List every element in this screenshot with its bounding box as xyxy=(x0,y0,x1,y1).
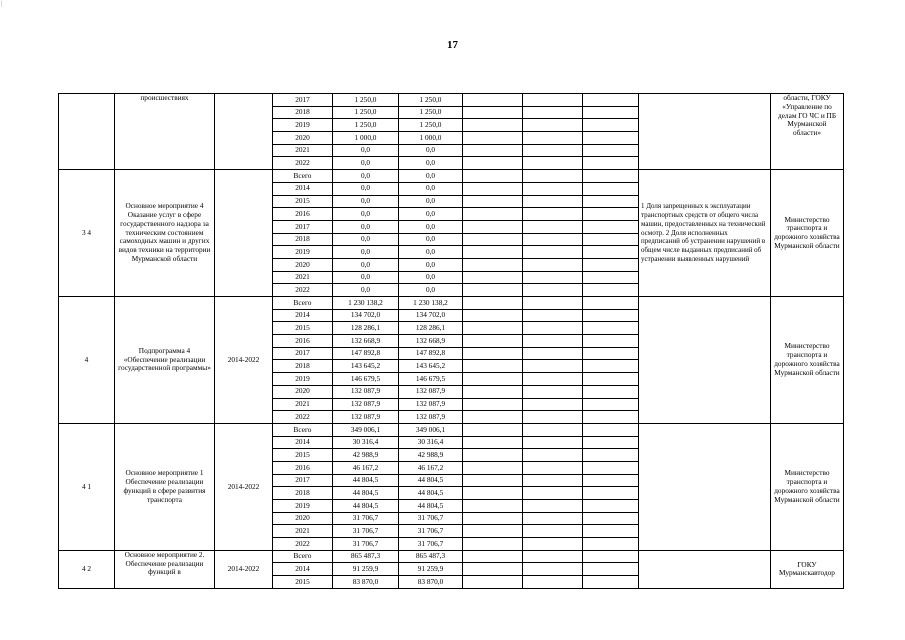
empty-source-cell xyxy=(463,373,523,386)
year-cell: 2019 xyxy=(273,246,333,259)
total-amount-cell: 44 804,5 xyxy=(333,487,399,500)
budget-amount-cell: 143 645,2 xyxy=(399,360,463,373)
row-name-cell: Основное мероприятие 4 Оказание услуг в сфере государственного надзора за техническим состоянием самоходных машин и других видов техники на территории Мурманской области xyxy=(115,170,215,297)
year-cell: 2022 xyxy=(273,538,333,551)
empty-source-cell xyxy=(463,170,523,183)
year-cell: 2020 xyxy=(273,385,333,398)
budget-table xyxy=(58,93,844,589)
empty-source-cell xyxy=(463,94,523,107)
row-number-cell: 4 xyxy=(59,297,115,424)
empty-source-cell xyxy=(583,106,639,119)
empty-source-cell xyxy=(583,474,639,487)
empty-source-cell xyxy=(523,170,583,183)
empty-source-cell xyxy=(523,94,583,107)
year-cell: 2018 xyxy=(273,487,333,500)
empty-source-cell xyxy=(463,144,523,157)
total-amount-cell: 1 250,0 xyxy=(333,106,399,119)
year-cell: 2017 xyxy=(273,347,333,360)
empty-source-cell xyxy=(463,208,523,221)
budget-amount-cell: 132 087,9 xyxy=(399,398,463,411)
empty-source-cell xyxy=(463,297,523,310)
total-amount-cell: 146 679,5 xyxy=(333,373,399,386)
empty-source-cell xyxy=(583,195,639,208)
total-amount-cell: 83 870,0 xyxy=(333,576,399,589)
total-amount-cell: 91 259,9 xyxy=(333,563,399,576)
empty-source-cell xyxy=(583,182,639,195)
empty-source-cell xyxy=(583,258,639,271)
total-amount-cell: 1 000,0 xyxy=(333,132,399,145)
table-row xyxy=(59,170,844,183)
indicators-cell: 1 Доля запрещенных к эксплуатации транспортных средств от общего числа машин, предоставленных на технический осмотр. 2 Доля исполненных предписаний об устранении нарушений в общем числе выданных предписаний об устранении выявленных нарушений xyxy=(639,170,771,297)
empty-source-cell xyxy=(463,246,523,259)
empty-source-cell xyxy=(583,119,639,132)
executor-cell: ГОКУ Мурманскавтодор xyxy=(771,550,844,588)
budget-amount-cell: 0,0 xyxy=(399,208,463,221)
budget-amount-cell: 128 286,1 xyxy=(399,322,463,335)
empty-source-cell xyxy=(463,271,523,284)
year-cell: 2014 xyxy=(273,563,333,576)
row-number-cell: 4 2 xyxy=(59,550,115,588)
year-cell: 2019 xyxy=(273,119,333,132)
year-cell: 2015 xyxy=(273,322,333,335)
year-cell: 2019 xyxy=(273,373,333,386)
year-cell: 2021 xyxy=(273,525,333,538)
total-amount-cell: 1 230 138,2 xyxy=(333,297,399,310)
executor-cell: Министерство транспорта и дорожного хозяйства Мурманской области xyxy=(771,423,844,550)
empty-source-cell xyxy=(523,373,583,386)
indicators-cell xyxy=(639,423,771,550)
budget-amount-cell: 0,0 xyxy=(399,233,463,246)
empty-source-cell xyxy=(583,500,639,513)
total-amount-cell: 132 668,9 xyxy=(333,335,399,348)
budget-amount-cell: 865 487,3 xyxy=(399,550,463,563)
budget-amount-cell: 0,0 xyxy=(399,195,463,208)
empty-source-cell xyxy=(523,436,583,449)
empty-source-cell xyxy=(523,132,583,145)
budget-amount-cell: 44 804,5 xyxy=(399,500,463,513)
indicators-cell xyxy=(639,550,771,588)
budget-amount-cell: 44 804,5 xyxy=(399,487,463,500)
total-amount-cell: 865 487,3 xyxy=(333,550,399,563)
empty-source-cell xyxy=(463,538,523,551)
budget-amount-cell: 30 316,4 xyxy=(399,436,463,449)
empty-source-cell xyxy=(463,474,523,487)
budget-amount-cell: 0,0 xyxy=(399,271,463,284)
empty-source-cell xyxy=(463,461,523,474)
empty-source-cell xyxy=(583,538,639,551)
table-row xyxy=(59,550,844,563)
year-cell: 2018 xyxy=(273,106,333,119)
total-amount-cell: 0,0 xyxy=(333,182,399,195)
empty-source-cell xyxy=(523,538,583,551)
empty-source-cell xyxy=(583,360,639,373)
total-amount-cell: 0,0 xyxy=(333,208,399,221)
empty-source-cell xyxy=(463,335,523,348)
budget-amount-cell: 0,0 xyxy=(399,170,463,183)
year-cell: 2014 xyxy=(273,309,333,322)
year-cell: 2021 xyxy=(273,271,333,284)
total-amount-cell: 0,0 xyxy=(333,170,399,183)
row-period-cell xyxy=(215,170,273,297)
empty-source-cell xyxy=(463,309,523,322)
year-cell: 2020 xyxy=(273,258,333,271)
year-cell: 2016 xyxy=(273,208,333,221)
total-amount-cell: 0,0 xyxy=(333,246,399,259)
year-cell: 2017 xyxy=(273,220,333,233)
budget-amount-cell: 1 250,0 xyxy=(399,119,463,132)
total-amount-cell: 0,0 xyxy=(333,258,399,271)
empty-source-cell xyxy=(463,398,523,411)
budget-amount-cell: 31 706,7 xyxy=(399,538,463,551)
year-cell: Всего xyxy=(273,423,333,436)
row-period-cell: 2014-2022 xyxy=(215,423,273,550)
indicators-cell xyxy=(639,94,771,170)
year-cell: 2021 xyxy=(273,398,333,411)
total-amount-cell: 1 250,0 xyxy=(333,94,399,107)
year-cell: 2017 xyxy=(273,474,333,487)
empty-source-cell xyxy=(523,550,583,563)
empty-source-cell xyxy=(463,449,523,462)
year-cell: 2019 xyxy=(273,500,333,513)
empty-source-cell xyxy=(523,322,583,335)
budget-amount-cell: 1 250,0 xyxy=(399,94,463,107)
empty-source-cell xyxy=(463,347,523,360)
empty-source-cell xyxy=(523,309,583,322)
table-body xyxy=(59,94,844,589)
empty-source-cell xyxy=(583,550,639,563)
empty-source-cell xyxy=(523,335,583,348)
year-cell: Всего xyxy=(273,550,333,563)
budget-amount-cell: 31 706,7 xyxy=(399,525,463,538)
total-amount-cell: 132 087,9 xyxy=(333,411,399,424)
total-amount-cell: 147 892,8 xyxy=(333,347,399,360)
empty-source-cell xyxy=(463,411,523,424)
total-amount-cell: 44 804,5 xyxy=(333,474,399,487)
year-cell: 2016 xyxy=(273,461,333,474)
empty-source-cell xyxy=(523,525,583,538)
row-number-cell xyxy=(59,94,115,170)
empty-source-cell xyxy=(583,335,639,348)
budget-amount-cell: 42 988,9 xyxy=(399,449,463,462)
budget-amount-cell: 0,0 xyxy=(399,220,463,233)
empty-source-cell xyxy=(523,487,583,500)
budget-amount-cell: 44 804,5 xyxy=(399,474,463,487)
total-amount-cell: 0,0 xyxy=(333,144,399,157)
total-amount-cell: 0,0 xyxy=(333,157,399,170)
empty-source-cell xyxy=(523,144,583,157)
scan-margin-mark: | xyxy=(1,1,3,7)
empty-source-cell xyxy=(523,500,583,513)
year-cell: 2021 xyxy=(273,144,333,157)
budget-amount-cell: 147 892,8 xyxy=(399,347,463,360)
row-period-cell xyxy=(215,94,273,170)
total-amount-cell: 42 988,9 xyxy=(333,449,399,462)
empty-source-cell xyxy=(583,144,639,157)
total-amount-cell: 1 250,0 xyxy=(333,119,399,132)
year-cell: 2022 xyxy=(273,157,333,170)
year-cell: 2014 xyxy=(273,182,333,195)
empty-source-cell xyxy=(463,550,523,563)
budget-amount-cell: 46 167,2 xyxy=(399,461,463,474)
empty-source-cell xyxy=(583,385,639,398)
budget-amount-cell: 0,0 xyxy=(399,284,463,297)
year-cell: 2018 xyxy=(273,360,333,373)
budget-amount-cell: 0,0 xyxy=(399,157,463,170)
row-period-cell: 2014-2022 xyxy=(215,550,273,588)
year-cell: 2014 xyxy=(273,436,333,449)
row-name-cell: Подпрограмма 4 «Обеспечение реализации государственной программы» xyxy=(115,297,215,424)
row-period-cell: 2014-2022 xyxy=(215,297,273,424)
empty-source-cell xyxy=(463,157,523,170)
budget-amount-cell: 1 250,0 xyxy=(399,106,463,119)
empty-source-cell xyxy=(523,360,583,373)
empty-source-cell xyxy=(583,461,639,474)
budget-amount-cell: 1 230 138,2 xyxy=(399,297,463,310)
executor-cell: Министерство транспорта и дорожного хозяйства Мурманской области xyxy=(771,297,844,424)
empty-source-cell xyxy=(583,271,639,284)
row-name-cell: Основное мероприятие 2. Обеспечение реализации функций в xyxy=(115,550,215,588)
empty-source-cell xyxy=(583,487,639,500)
empty-source-cell xyxy=(463,525,523,538)
empty-source-cell xyxy=(583,157,639,170)
empty-source-cell xyxy=(463,563,523,576)
empty-source-cell xyxy=(463,500,523,513)
table-row xyxy=(59,94,844,107)
empty-source-cell xyxy=(583,563,639,576)
empty-source-cell xyxy=(523,347,583,360)
empty-source-cell xyxy=(583,512,639,525)
empty-source-cell xyxy=(583,347,639,360)
year-cell: 2022 xyxy=(273,284,333,297)
empty-source-cell xyxy=(463,576,523,589)
row-name-cell: Основное мероприятие 1 Обеспечение реализации функций в сфере развития транспорта xyxy=(115,423,215,550)
budget-amount-cell: 1 000,0 xyxy=(399,132,463,145)
empty-source-cell xyxy=(583,132,639,145)
empty-source-cell xyxy=(523,411,583,424)
empty-source-cell xyxy=(583,423,639,436)
year-cell: 2018 xyxy=(273,233,333,246)
empty-source-cell xyxy=(523,449,583,462)
total-amount-cell: 0,0 xyxy=(333,284,399,297)
year-cell: 2015 xyxy=(273,576,333,589)
empty-source-cell xyxy=(523,208,583,221)
total-amount-cell: 46 167,2 xyxy=(333,461,399,474)
empty-source-cell xyxy=(583,322,639,335)
empty-source-cell xyxy=(523,271,583,284)
total-amount-cell: 44 804,5 xyxy=(333,500,399,513)
budget-amount-cell: 0,0 xyxy=(399,144,463,157)
empty-source-cell xyxy=(583,525,639,538)
empty-source-cell xyxy=(463,284,523,297)
empty-source-cell xyxy=(463,487,523,500)
empty-source-cell xyxy=(463,182,523,195)
empty-source-cell xyxy=(463,322,523,335)
empty-source-cell xyxy=(523,284,583,297)
empty-source-cell xyxy=(583,576,639,589)
empty-source-cell xyxy=(523,220,583,233)
empty-source-cell xyxy=(463,436,523,449)
year-cell: 2017 xyxy=(273,94,333,107)
empty-source-cell xyxy=(583,233,639,246)
empty-source-cell xyxy=(583,309,639,322)
year-cell: 2022 xyxy=(273,411,333,424)
total-amount-cell: 31 706,7 xyxy=(333,538,399,551)
empty-source-cell xyxy=(523,297,583,310)
empty-source-cell xyxy=(463,132,523,145)
budget-amount-cell: 132 087,9 xyxy=(399,385,463,398)
empty-source-cell xyxy=(463,258,523,271)
empty-source-cell xyxy=(523,563,583,576)
budget-amount-cell: 132 668,9 xyxy=(399,335,463,348)
empty-source-cell xyxy=(463,385,523,398)
empty-source-cell xyxy=(583,297,639,310)
row-number-cell: 4 1 xyxy=(59,423,115,550)
executor-cell: Министерство транспорта и дорожного хозяйства Мурманской области xyxy=(771,170,844,297)
empty-source-cell xyxy=(523,258,583,271)
total-amount-cell: 134 702,0 xyxy=(333,309,399,322)
year-cell: 2020 xyxy=(273,512,333,525)
empty-source-cell xyxy=(583,94,639,107)
budget-amount-cell: 146 679,5 xyxy=(399,373,463,386)
indicators-cell xyxy=(639,297,771,424)
budget-amount-cell: 134 702,0 xyxy=(399,309,463,322)
year-cell: 2016 xyxy=(273,335,333,348)
empty-source-cell xyxy=(463,195,523,208)
empty-source-cell xyxy=(583,246,639,259)
year-cell: 2015 xyxy=(273,195,333,208)
table-row xyxy=(59,297,844,310)
empty-source-cell xyxy=(463,360,523,373)
year-cell: Всего xyxy=(273,170,333,183)
empty-source-cell xyxy=(463,220,523,233)
empty-source-cell xyxy=(583,436,639,449)
empty-source-cell xyxy=(523,233,583,246)
empty-source-cell xyxy=(583,398,639,411)
year-cell: 2015 xyxy=(273,449,333,462)
total-amount-cell: 128 286,1 xyxy=(333,322,399,335)
year-cell: Всего xyxy=(273,297,333,310)
total-amount-cell: 132 087,9 xyxy=(333,398,399,411)
empty-source-cell xyxy=(583,284,639,297)
empty-source-cell xyxy=(523,246,583,259)
budget-amount-cell: 349 006,1 xyxy=(399,423,463,436)
row-name-cell: происшествиях xyxy=(115,94,215,170)
budget-amount-cell: 83 870,0 xyxy=(399,576,463,589)
empty-source-cell xyxy=(463,119,523,132)
page-number: 17 xyxy=(447,39,458,51)
empty-source-cell xyxy=(463,512,523,525)
empty-source-cell xyxy=(523,461,583,474)
empty-source-cell xyxy=(523,106,583,119)
empty-source-cell xyxy=(583,411,639,424)
empty-source-cell xyxy=(463,233,523,246)
year-cell: 2020 xyxy=(273,132,333,145)
empty-source-cell xyxy=(583,449,639,462)
empty-source-cell xyxy=(463,106,523,119)
total-amount-cell: 0,0 xyxy=(333,220,399,233)
total-amount-cell: 143 645,2 xyxy=(333,360,399,373)
executor-cell: области, ГОКУ «Управление по делам ГО ЧС и ПБ Мурманской области» xyxy=(771,94,844,170)
total-amount-cell: 349 006,1 xyxy=(333,423,399,436)
budget-amount-cell: 0,0 xyxy=(399,258,463,271)
budget-amount-cell: 0,0 xyxy=(399,182,463,195)
total-amount-cell: 0,0 xyxy=(333,195,399,208)
total-amount-cell: 30 316,4 xyxy=(333,436,399,449)
empty-source-cell xyxy=(523,474,583,487)
budget-amount-cell: 0,0 xyxy=(399,246,463,259)
empty-source-cell xyxy=(523,385,583,398)
empty-source-cell xyxy=(463,423,523,436)
empty-source-cell xyxy=(523,119,583,132)
row-number-cell: 3 4 xyxy=(59,170,115,297)
total-amount-cell: 0,0 xyxy=(333,271,399,284)
budget-amount-cell: 31 706,7 xyxy=(399,512,463,525)
empty-source-cell xyxy=(523,182,583,195)
total-amount-cell: 31 706,7 xyxy=(333,525,399,538)
empty-source-cell xyxy=(523,157,583,170)
empty-source-cell xyxy=(583,220,639,233)
total-amount-cell: 0,0 xyxy=(333,233,399,246)
total-amount-cell: 31 706,7 xyxy=(333,512,399,525)
empty-source-cell xyxy=(583,208,639,221)
empty-source-cell xyxy=(583,373,639,386)
table-row xyxy=(59,423,844,436)
empty-source-cell xyxy=(523,195,583,208)
empty-source-cell xyxy=(583,170,639,183)
total-amount-cell: 132 087,9 xyxy=(333,385,399,398)
empty-source-cell xyxy=(523,576,583,589)
budget-amount-cell: 91 259,9 xyxy=(399,563,463,576)
empty-source-cell xyxy=(523,512,583,525)
budget-amount-cell: 132 087,9 xyxy=(399,411,463,424)
empty-source-cell xyxy=(523,423,583,436)
empty-source-cell xyxy=(523,398,583,411)
